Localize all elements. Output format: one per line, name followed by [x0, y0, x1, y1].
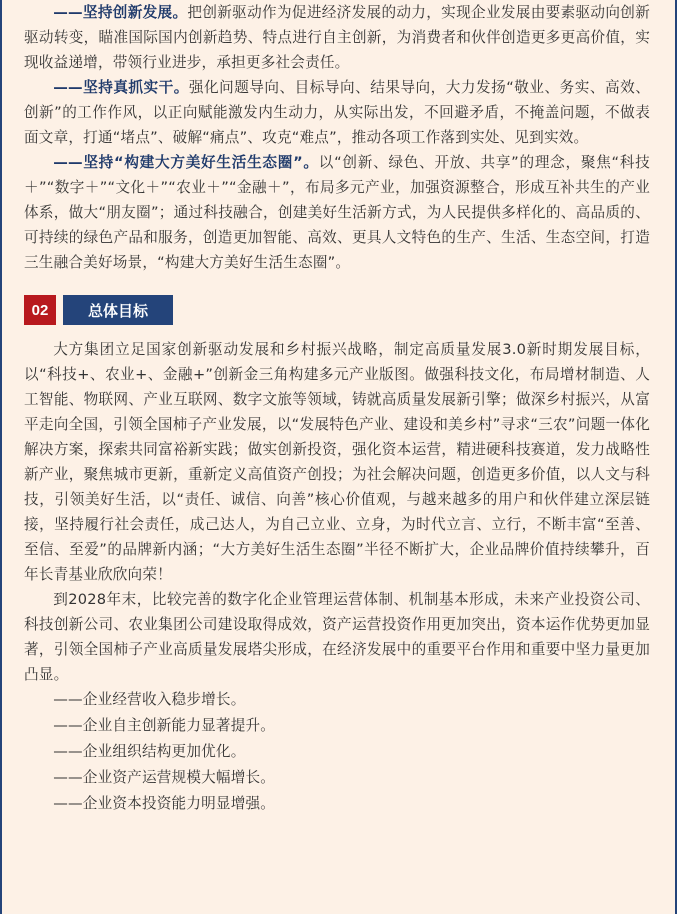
- list-item: ——企业资产运营规模大幅增长。: [53, 769, 276, 786]
- goals-list: [24, 687, 650, 817]
- principle-lead: ——坚持真抓实干。: [53, 79, 189, 96]
- body-paragraph: 大方集团立足国家创新驱动发展和乡村振兴战略，制定高质量发展3.0新时期发展目标，以“科技+、农业+、金融+”创新金三角构建多元产业版图。做强科技文化，布局增材制造、人工智能、物联网、产业互联网、数字文旅等领域，铸就高质量发展新引擎；做深乡村振兴，从富平走向全国，引领全国柿子产业发展，以“发展特色产业、建设和美乡村”寻求“三农”问题一体化解决方案，探索共同富裕新实践；做实创新投资，强化资本运营，精进硬科技赛道，发力战略性新产业，聚焦城市更新，重新定义高值资产创投；为社会解决问题，创造更多价值，以人文与科技，引领美好生活，以“责任、诚信、向善”核心价值观，与越来越多的用户和伙伴建立深层链接，坚持履行社会责任，成己达人，为自己立业、立身，为时代立言、立行，不断丰富“至善、至信、至爱”的品牌新内涵；“大方美好生活生态圈”半径不断扩大，企业品牌价值持续攀升，百年长青基业欣欣向荣！: [24, 341, 650, 583]
- principle-text: 把创新驱动作为促进经济发展的动力，实现企业发展由要素驱动向创新驱动转变，瞄准国际国内创新趋势、特点进行自主创新，为消费者和伙伴创造更多更高价值，实现收益递增，带领行业进步，承担更多社会责任。: [24, 4, 650, 71]
- body-paragraph: 到2028年末，比较完善的数字化企业管理运营体制、机制基本形成，未来产业投资公司、科技创新公司、农业集团公司建设取得成效，资产运营投资作用更加突出，资本运作优势更加显著，引领全国柿子产业高质量发展塔尖形成，在经济发展中的重要平台作用和重要中坚力量更加凸显。: [24, 591, 650, 683]
- principle-lead: ——坚持创新发展。: [53, 4, 188, 21]
- principle-ecosystem: [24, 150, 650, 275]
- section-heading: [24, 295, 650, 325]
- list-item: ——企业自主创新能力显著提升。: [53, 717, 276, 734]
- section-title: 总体目标: [63, 295, 173, 325]
- article-content: [24, 0, 650, 817]
- principle-text: 强化问题导向、目标导向、结果导向，大力发扬“敬业、务实、高效、创新”的工作作风，以正向赋能激发内生动力，从实际出发，不回避矛盾，不掩盖问题，不做表面文章，打通“堵点”、破解“痛点”、攻克“难点”，推动各项工作落到实处、见到实效。: [24, 79, 650, 146]
- principle-pragmatic: [24, 75, 650, 150]
- principle-innovation: [24, 0, 650, 75]
- list-item: ——企业资本投资能力明显增强。: [53, 795, 276, 812]
- section-number-badge: 02: [24, 295, 56, 325]
- principle-text: 以“创新、绿色、开放、共享”的理念，聚焦“科技＋”“数字＋”“文化＋”“农业＋”“金融＋”，布局多元产业，加强资源整合，形成互补共生的产业体系，做大“朋友圈”；通过科技融合，创建美好生活新方式，为人民提供多样化的、高品质的、可持续的绿色产品和服务，创造更加智能、高效、更具人文特色的生产、生活、生态空间，打造三生融合美好场景，“构建大方美好生活生态圈”。: [24, 154, 650, 271]
- list-item: ——企业组织结构更加优化。: [53, 743, 246, 760]
- list-item: ——企业经营收入稳步增长。: [53, 691, 246, 708]
- principle-lead: ——坚持“构建大方美好生活生态圈”。: [53, 154, 319, 171]
